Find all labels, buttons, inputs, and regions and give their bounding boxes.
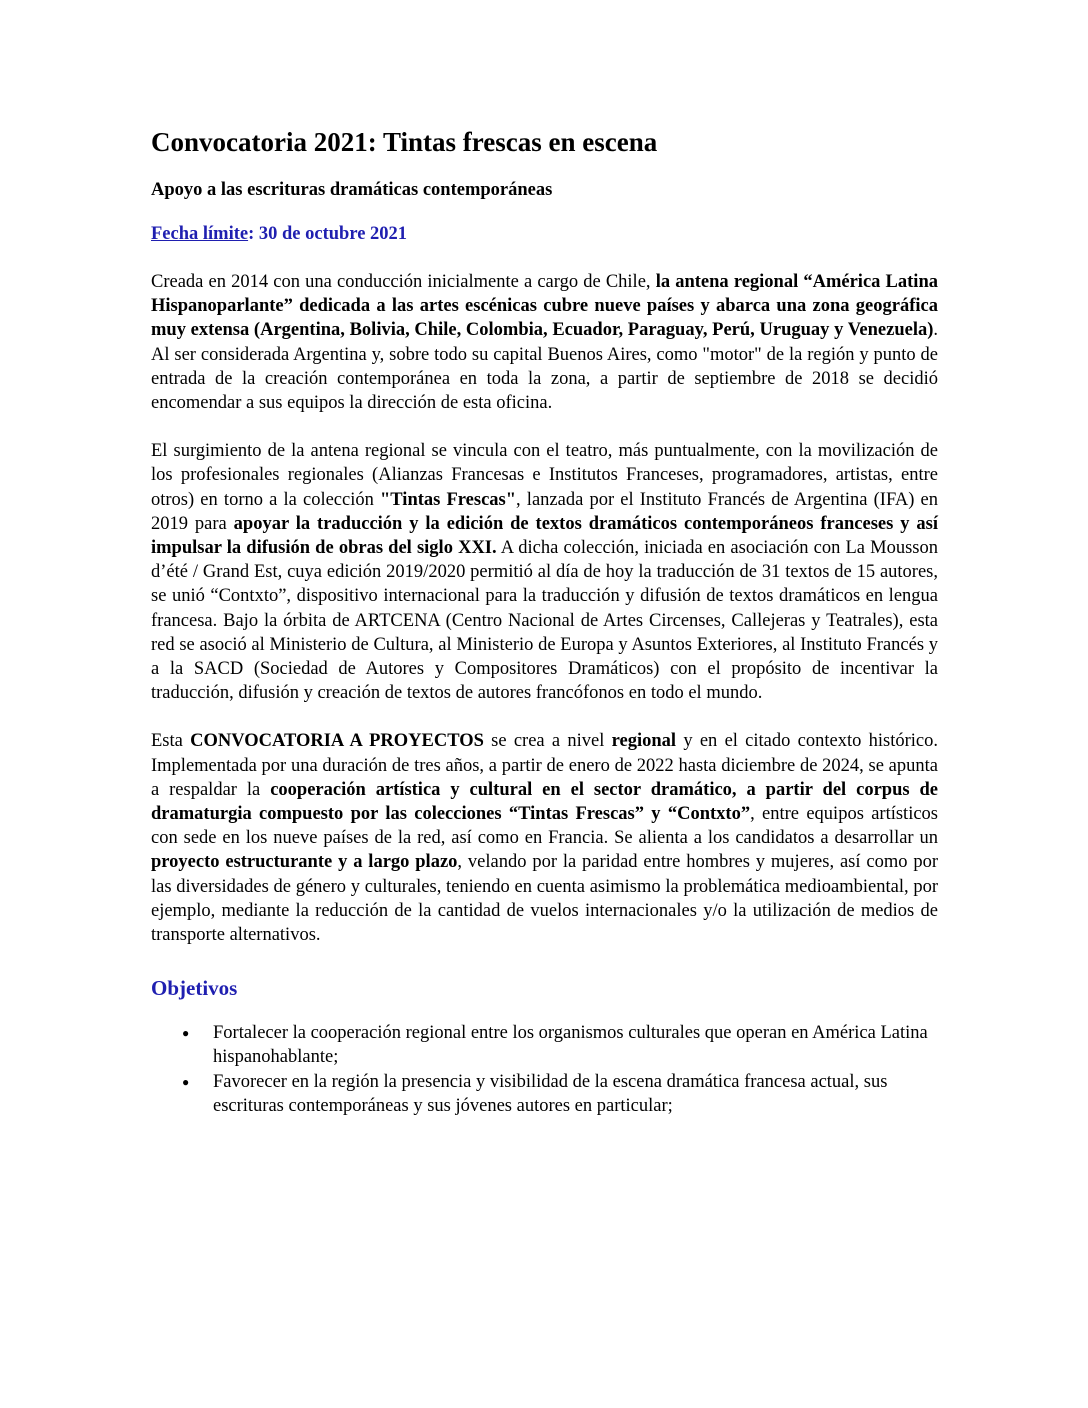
bold-text-run: la antena regional “América Latina Hispanoparlante” dedicada a las artes escénicas cubre nueve países y abarca una zona geográfica muy extensa (Argentina, Bolivia, Chile, Colombia, Ecuador, Paraguay, Perú, Uruguay y Venezuela) xyxy=(151,272,938,341)
text-run: , entre equipos artísticos con sede en los nueve países de la red, así como en Francia. Se alienta a los candidatos a desarrollar un xyxy=(151,804,938,849)
document-page xyxy=(151,122,938,1118)
text-run: El surgimiento de la antena regional se vincula con el teatro, más puntualmente, con la movilización de los profesionales regionales (Alianzas Francesas e Institutos Franceses, programadores, artistas, entre otros) en torno a la colección xyxy=(151,441,938,510)
text-run: se crea a nivel xyxy=(483,731,612,752)
page-subtitle: Apoyo a las escrituras dramáticas contemporáneas xyxy=(151,180,553,200)
bold-text-run: regional xyxy=(611,731,677,752)
page-title: Convocatoria 2021: Tintas frescas en escena xyxy=(151,127,658,157)
text-run: y en el citado contexto histórico. Implementada por una duración de tres años, a partir de enero de 2022 hasta diciembre de 2024, se apunta a respaldar la xyxy=(151,731,938,800)
objectives-list xyxy=(151,1021,938,1118)
list-item-text: Fortalecer la cooperación regional entre los organismos culturales que operan en América Latina hispanohablante; xyxy=(213,1023,928,1068)
list-item-text: Favorecer en la región la presencia y visibilidad de la escena dramática francesa actual, sus escrituras contemporáneas y sus jóvenes autores en particular; xyxy=(213,1071,888,1116)
paragraph-intro xyxy=(151,270,938,415)
list-item xyxy=(182,1070,938,1118)
text-run: Creada en 2014 con una conducción inicialmente a cargo de Chile, xyxy=(151,272,656,292)
bold-text-run: CONVOCATORIA A PROYECTOS xyxy=(190,731,484,752)
bold-text-run: cooperación artística y cultural en el sector dramático, a partir del corpus de dramaturgia compuesto por las colecciones “Tintas Frescas” y “Contxto” xyxy=(151,779,939,825)
paragraph-history xyxy=(151,439,938,705)
bold-text-run: proyecto estructurante y a largo plazo xyxy=(151,852,458,873)
text-run: A dicha colección, iniciada en asociación con La Mousson d’été / Grand Est, cuya edición 2019/2020 permitió al día de hoy la traducción de 31 textos de 15 autores, se unió “Contxto”, dispositivo internacional para la traducción y difusión de textos dramáticos en lengua francesa. Bajo la órbita de ARTCENA (Centro Nacional de Artes Circenses, Callejeras y Teatrales), esta red se asoció al Ministerio de Cultura, al Ministerio de Europa y Asuntos Exteriores, al Instituto Francés y a la SACD (Sociedad de Autores y Compositores Dramáticos) con el propósito de incentivar la traducción, difusión y creación de textos de autores francófonos en todo el mundo. xyxy=(151,538,938,704)
objectives-heading: Objetivos xyxy=(151,976,238,1001)
bold-text-run: apoyar la traducción y la edición de textos dramáticos contemporáneos franceses y así impulsar la difusión de obras del siglo XXI. xyxy=(151,513,938,559)
deadline-date: : 30 de octubre 2021 xyxy=(248,224,408,244)
bullet-icon: ● xyxy=(182,1074,190,1089)
text-run: Esta xyxy=(151,731,191,752)
deadline-line xyxy=(151,222,938,246)
deadline-link[interactable]: Fecha límite xyxy=(151,224,249,244)
text-run: , velando por la paridad entre hombres y mujeres, así como por las diversidades de género y culturales, teniendo en cuenta asimismo la problemática medioambiental, por ejemplo, mediante la reducción de la cantidad de vuelos internacionales y/o la utilización de medios de transporte alternativos. xyxy=(151,852,938,946)
paragraph-call xyxy=(151,729,938,947)
text-run: , lanzada por el Instituto Francés de Argentina (IFA) en 2019 para xyxy=(151,489,939,534)
bullet-icon: ● xyxy=(182,1026,190,1041)
list-item xyxy=(182,1021,938,1069)
text-run: . Al ser considerada Argentina y, sobre todo su capital Buenos Aires, como "motor" de la región y punto de entrada de la creación contemporánea en toda la zona, a partir de septiembre de 2018 se decidió encomendar a sus equipos la dirección de esta oficina. xyxy=(151,320,938,414)
bold-text-run: "Tintas Frescas" xyxy=(380,489,517,510)
